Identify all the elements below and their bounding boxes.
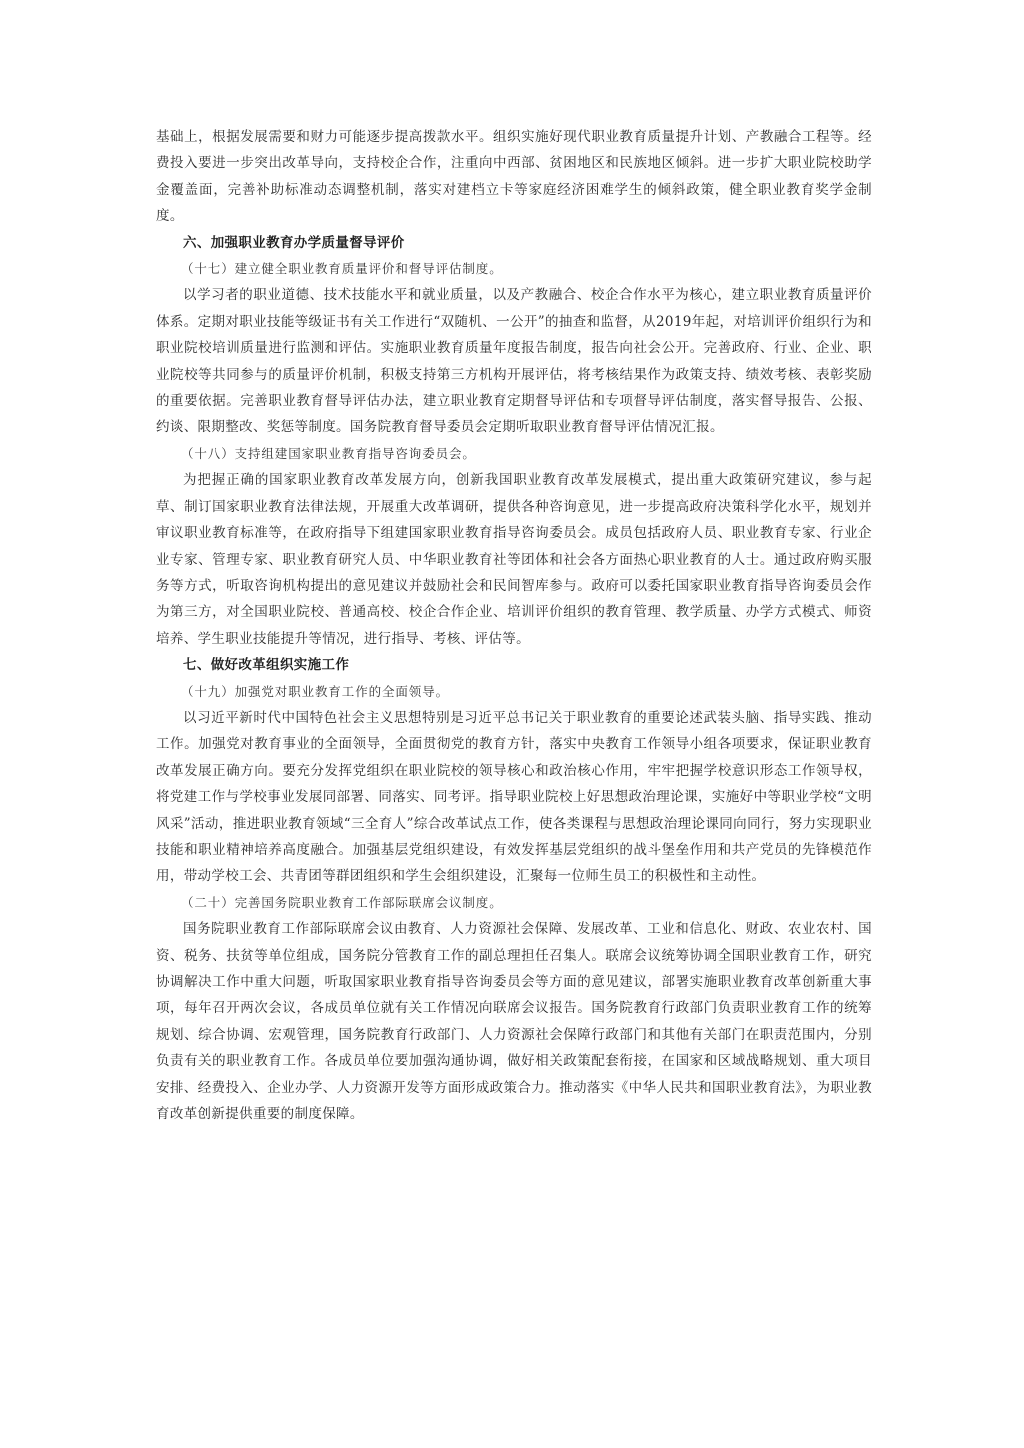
subsection-title-17: （十七）建立健全职业教育质量评价和督导评估制度。: [181, 261, 503, 277]
paragraph-18: 为把握正确的国家职业教育改革发展方向，创新我国职业教育改革发展模式，提出重大政策研究建议，参与起草、制订国家职业教育法律法规，开展重大改革调研，提供各种咨询意见，进一步提高政府决策科学化水平，规划并审议职业教育标准等，在政府指导下组建国家职业教育指导咨询委员会。成员包括政府人员、职业教育专家、行业企业专家、管理专家、职业教育研究人员、中华职业教育社等团体和社会各方面热心职业教育的人士。通过政府购买服务等方式，听取咨询机构提出的意见建议并鼓励社会和民间智库参与。政府可以委托国家职业教育指导咨询委员会作为第三方，对全国职业院校、普通高校、校企合作企业、培训评价组织的教育管理、教学质量、办学方式模式、师资培养、学生职业技能提升等情况，进行指导、考核、评估等。: [156, 472, 872, 647]
paragraph-17: 以学习者的职业道德、技术技能水平和就业质量，以及产教融合、校企合作水平为核心，建立职业教育质量评价体系。定期对职业技能等级证书有关工作进行“双随机、一公开”的抽查和监督，从2019年起，对培训评价组织行为和职业院校培训质量进行监测和评估。实施职业教育质量年度报告制度，报告向社会公开。完善政府、行业、企业、职业院校等共同参与的质量评价机制，积极支持第三方机构开展评估，将考核结果作为政策支持、绩效考核、表彰奖励的重要依据。完善职业教育督导评估办法，建立职业教育定期督导评估和专项督导评估制度，落实督导报告、公报、约谈、限期整改、奖惩等制度。国务院教育督导委员会定期听取职业教育督导评估情况汇报。: [156, 287, 872, 436]
section-heading-7: 七、做好改革组织实施工作: [183, 657, 350, 674]
subsection-title-18: （十八）支持组建国家职业教育指导咨询委员会。: [181, 445, 476, 461]
paragraph-20: 国务院职业教育工作部际联席会议由教育、人力资源社会保障、发展改革、工业和信息化、财政、农业农村、国资、税务、扶贫等单位组成，国务院分管教育工作的副总理担任召集人。联席会议统筹协调全国职业教育工作，研究协调解决工作中重大问题，听取国家职业教育指导咨询委员会等方面的意见建议，部署实施职业教育改革创新重大事项，每年召开两次会议，各成员单位就有关工作情况向联席会议报告。国务院教育行政部门负责职业教育工作的统筹规划、综合协调、宏观管理，国务院教育行政部门、人力资源社会保障行政部门和其他有关部门在职责范围内，分别负责有关的职业教育工作。各成员单位要加强沟通协调，做好相关政策配套衔接，在国家和区域战略规划、重大项目安排、经费投入、企业办学、人力资源开发等方面形成政策合力。推动落实《中华人民共和国职业教育法》，为职业教育改革创新提供重要的制度保障。: [156, 921, 872, 1123]
section-heading-6: 六、加强职业教育办学质量督导评价: [183, 234, 405, 251]
subsection-title-19: （十九）加强党对职业教育工作的全面领导。: [181, 683, 450, 699]
paragraph-funding-continuation: 基础上，根据发展需要和财力可能逐步提高拨款水平。组织实施好现代职业教育质量提升计划、产教融合工程等。经费投入要进一步突出改革导向，支持校企合作，注重向中西部、贫困地区和民族地区倾斜。进一步扩大职业院校助学金覆盖面，完善补助标准动态调整机制，落实对建档立卡等家庭经济困难学生的倾斜政策，健全职业教育奖学金制度。: [156, 129, 872, 225]
subsection-title-20: （二十）完善国务院职业教育工作部际联席会议制度。: [181, 894, 503, 910]
paragraph-19: 以习近平新时代中国特色社会主义思想特别是习近平总书记关于职业教育的重要论述武装头脑、指导实践、推动工作。加强党对教育事业的全面领导，全面贯彻党的教育方针，落实中央教育工作领导小组各项要求，保证职业教育改革发展正确方向。要充分发挥党组织在职业院校的领导核心和政治核心作用，牢牢把握学校意识形态工作领导权，将党建工作与学校事业发展同部署、同落实、同考评。指导职业院校上好思想政治理论课，实施好中等职业学校“文明风采”活动，推进职业教育领域“三全育人”综合改革试点工作，使各类课程与思想政治理论课同向同行，努力实现职业技能和职业精神培养高度融合。加强基层党组织建设，有效发挥基层党组织的战斗堡垒作用和共产党员的先锋模范作用，带动学校工会、共青团等群团组织和学生会组织建设，汇聚每一位师生员工的积极性和主动性。: [156, 709, 872, 885]
